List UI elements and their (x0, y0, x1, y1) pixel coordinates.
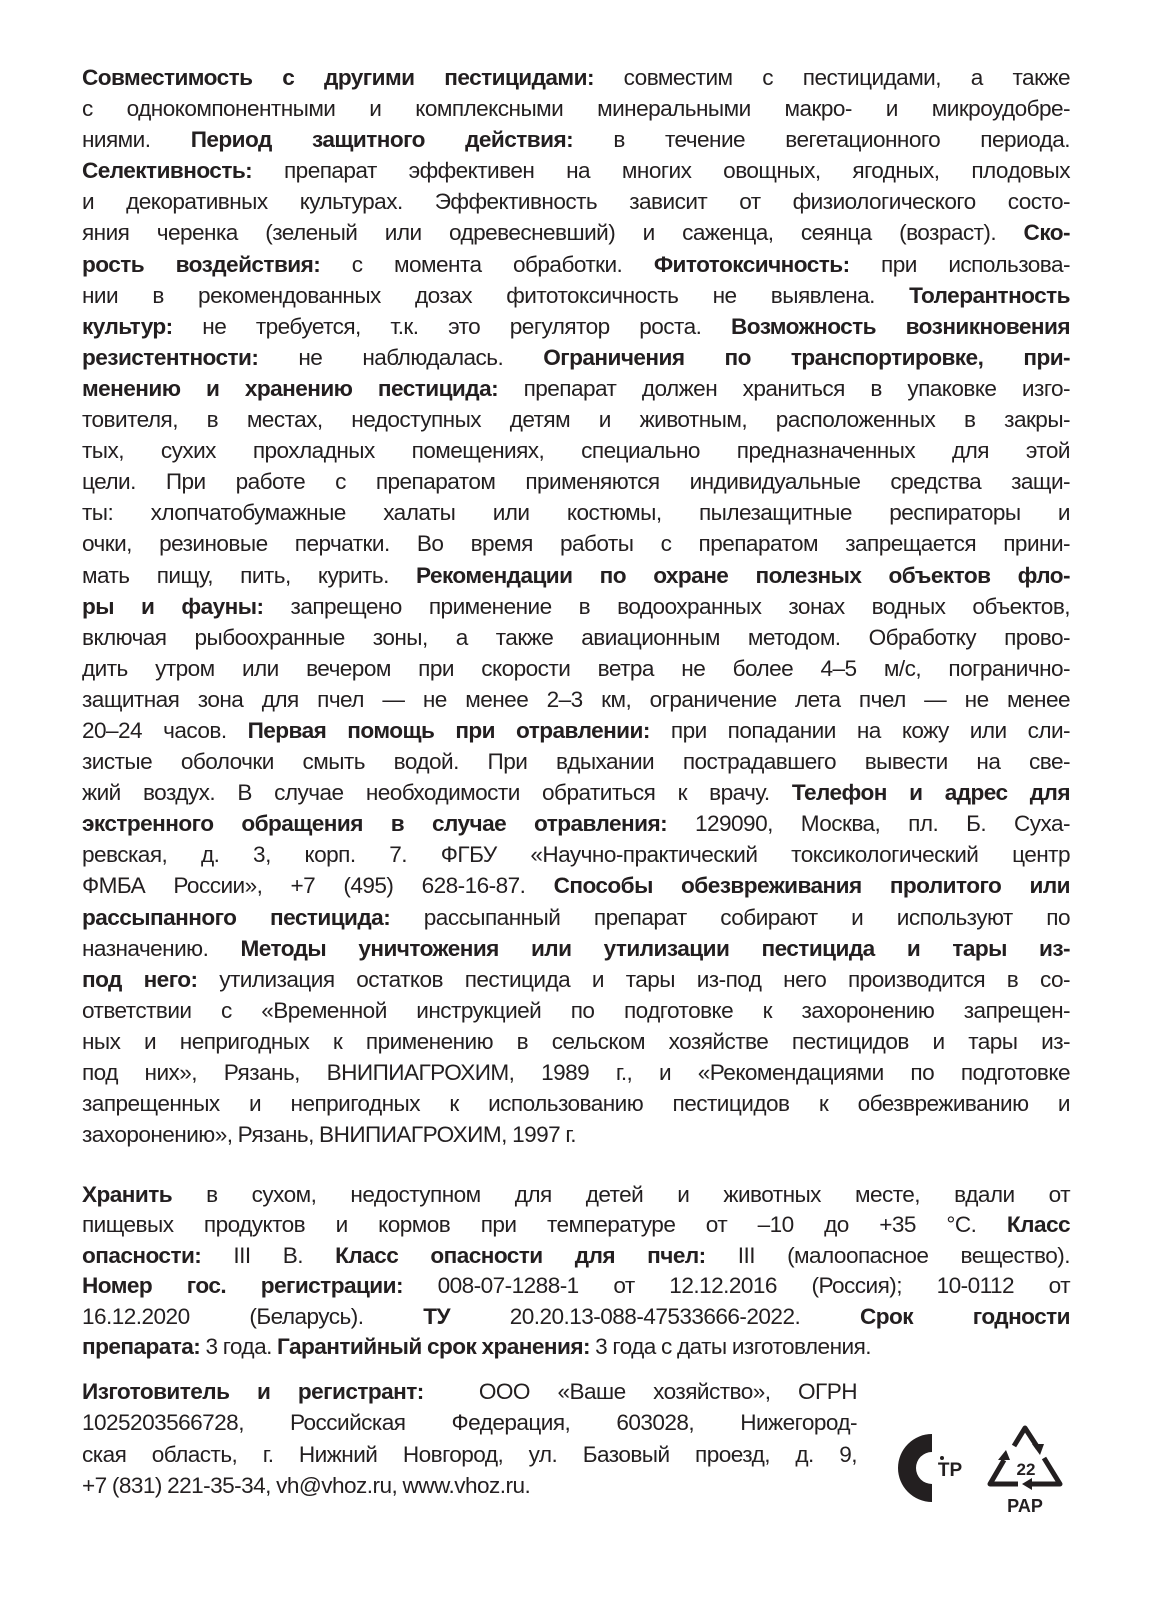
text-line (82, 435, 1070, 466)
text-run: 3 года. (200, 1333, 278, 1359)
bold-heading-run: под него: (82, 966, 198, 992)
bold-heading-run: Ско- (1023, 220, 1070, 246)
bold-heading-run: культур: (82, 313, 173, 339)
text-line (82, 497, 1070, 528)
text-run: с момента обработки. (320, 251, 654, 277)
text-run: ниями. (82, 127, 191, 153)
text-line (82, 1241, 1070, 1271)
text-line (82, 995, 1070, 1026)
text-run: не наблюдалась. (258, 344, 544, 370)
bold-heading-run: Фитотоксичность: (653, 251, 850, 277)
text-line (82, 715, 1070, 746)
bold-heading-run: Способы обезвреживания пролитого или (553, 873, 1070, 899)
text-run: III (малоопасное вещество). (705, 1242, 1070, 1268)
text-line (82, 1332, 1070, 1362)
recycle-label: PAP (1007, 1496, 1043, 1516)
text-run: цели. При работе с препаратом применяются индивидуальные средства защи- (82, 469, 1070, 495)
text-run: не требуется, т.к. это регулятор роста. (172, 313, 731, 339)
text-run: +7 (831) 221-35-34, vh@vhoz.ru, www.vhoz.ru. (82, 1472, 531, 1498)
text-run: ответствии с «Временной инструкцией по подготовке к захоронению запрещен- (82, 997, 1070, 1023)
bold-heading-run: Селективность: (82, 158, 253, 184)
text-run: очки, резиновые перчатки. Во время работы с препаратом запрещается прини- (82, 531, 1070, 557)
text-run: и декоративных культурах. Эффективность зависит от физиологического состо- (82, 189, 1070, 215)
bold-heading-run: Возможность возникновения (730, 313, 1070, 339)
text-line (82, 870, 1070, 901)
bold-heading-run: Гарантийный срок хранения: (277, 1333, 590, 1359)
text-line (82, 964, 1070, 995)
bold-heading-run: Хранить (82, 1182, 173, 1207)
text-run: 129090, Москва, пл. Б. Суха- (667, 811, 1070, 837)
text-line (82, 373, 1070, 404)
text-run: совместим с пестицидами, а также (593, 65, 1070, 90)
text-run: жий воздух. В случае необходимости обратиться к врачу. (82, 780, 792, 806)
text-run: 20–24 часов. (82, 717, 248, 743)
recycle-code: 22 (1016, 1460, 1036, 1479)
text-run: 20.20.13-088-47533666-2022. (449, 1303, 860, 1329)
text-line (82, 1407, 857, 1438)
text-run: товителя, в местах, недоступных детям и животным, расположенных в закры- (82, 407, 1070, 433)
text-run: рассыпанный препарат собирают и используют по (390, 904, 1070, 930)
eac-tr-icon (888, 1430, 974, 1506)
text-run: ООО «Ваше хозяйство», ОГРН (423, 1379, 857, 1404)
product-info-paragraph (82, 62, 1070, 1150)
text-run: защитная зона для пчел — не менее 2–3 км, ограничение лета пчел — не менее (82, 686, 1070, 712)
text-line (82, 653, 1070, 684)
text-run: 1025203566728, Российская Федерация, 603028, Нижегород- (82, 1410, 857, 1436)
eac-dot (940, 1456, 944, 1460)
bold-heading-run: Телефон и адрес для (791, 780, 1070, 806)
text-run: в течение вегетационного периода. (573, 127, 1070, 153)
bold-heading-run: Класс (1006, 1212, 1070, 1238)
text-run: при попадании на кожу или сли- (649, 717, 1071, 743)
text-run: в сухом, недоступном для детей и животных месте, вдали от (172, 1182, 1070, 1207)
text-run: пищевых продуктов и кормов при температуре от –10 до +35 °С. (82, 1212, 1007, 1238)
text-run: ская область, г. Нижний Новгород, ул. Базовый проезд, д. 9, (82, 1441, 857, 1467)
bold-heading-run: Толерантность (909, 282, 1070, 308)
bold-heading-run: препарата: (82, 1333, 201, 1359)
bold-heading-run: Срок годности (859, 1303, 1070, 1329)
text-line (82, 528, 1070, 559)
text-line (82, 1210, 1070, 1240)
text-line (82, 1376, 857, 1407)
text-line (82, 186, 1070, 217)
bold-heading-run: ры и фауны: (82, 593, 264, 619)
bold-heading-run: рассыпанного пестицида: (82, 904, 391, 930)
text-line (82, 777, 1070, 808)
recycle-icon (984, 1420, 1066, 1525)
text-line (82, 622, 1070, 653)
text-line (82, 560, 1070, 591)
bold-heading-run: резистентности: (82, 344, 259, 370)
text-run: ты: хлопчатобумажные халаты или костюмы, пылезащитные респираторы и (82, 500, 1070, 526)
eac-tr-text: ТР (937, 1460, 963, 1481)
bold-heading-run: Период защитного действия: (190, 127, 574, 153)
text-line (82, 404, 1070, 435)
text-run: захоронению», Рязань, ВНИПИАГРОХИМ, 1997 г. (82, 1122, 577, 1148)
text-run: ФМБА России», +7 (495) 628-16-87. (82, 873, 554, 899)
text-run: при использова- (849, 251, 1070, 277)
eac-c-shape (898, 1434, 932, 1502)
text-line (82, 1119, 1070, 1150)
text-line (82, 1088, 1070, 1119)
text-run: ных и непригодных к применению в сельском хозяйстве пестицидов и тары из- (82, 1028, 1070, 1054)
text-run: мать пищу, пить, курить. (82, 562, 416, 588)
text-line (82, 1057, 1070, 1088)
recycle-arrow-left (990, 1460, 1018, 1484)
text-line (82, 839, 1070, 870)
bold-heading-run: Методы уничтожения или утилизации пестицида и тары из- (240, 935, 1071, 961)
text-line (82, 342, 1070, 373)
text-run: с однокомпонентными и комплексными минеральными макро- и микроудобре- (82, 96, 1070, 122)
text-line (82, 746, 1070, 777)
text-run: препарат эффективен на многих овощных, ягодных, плодовых (252, 158, 1070, 184)
manufacturer-info-paragraph (82, 1376, 857, 1501)
text-run: 008-07-1288-1 от 12.12.2016 (Россия); 10-0112 от (402, 1273, 1070, 1299)
text-run: утилизация остатков пестицида и тары из-под него производится в со- (197, 966, 1070, 992)
certification-logos (888, 1420, 1068, 1530)
text-run: включая рыбоохранные зоны, а также авиационным методом. Обработку прово- (82, 624, 1070, 650)
text-line (82, 466, 1070, 497)
bold-heading-run: опасности: (82, 1242, 202, 1268)
text-run: ревская, д. 3, корп. 7. ФГБУ «Научно-практический токсикологический центр (82, 842, 1070, 868)
text-run: 3 года с даты изготовления. (589, 1333, 871, 1359)
text-line (82, 684, 1070, 715)
text-line (82, 311, 1070, 342)
text-line (82, 217, 1070, 248)
text-run: назначению. (82, 935, 241, 961)
text-run: под них», Рязань, ВНИПИАГРОХИМ, 1989 г., и «Рекомендациями по подготовке (82, 1060, 1070, 1085)
text-line (82, 933, 1070, 964)
text-line (82, 93, 1070, 124)
text-line (82, 902, 1070, 933)
text-line (82, 1439, 857, 1470)
bold-heading-run: Совместимость с другими пестицидами: (82, 65, 594, 90)
text-line (82, 808, 1070, 839)
text-line (82, 1302, 1070, 1332)
storage-info-paragraph (82, 1180, 1070, 1362)
text-line (82, 155, 1070, 186)
text-run: нии в рекомендованных дозах фитотоксичность не выявлена. (82, 282, 910, 308)
recycle-arrow-right (1032, 1458, 1060, 1484)
bold-heading-run: Изготовитель и регистрант: (82, 1379, 424, 1404)
bold-heading-run: Первая помощь при отравлении: (247, 717, 650, 743)
text-line (82, 249, 1070, 280)
text-line (82, 591, 1070, 622)
bold-heading-run: Рекомендации по охране полезных объектов фло- (416, 562, 1070, 588)
bold-heading-run: ТУ (423, 1303, 450, 1329)
text-line (82, 1271, 1070, 1301)
text-run: тых, сухих прохладных помещениях, специально предназначенных для этой (82, 438, 1070, 464)
bold-heading-run: Ограничения по транспортировке, при- (543, 344, 1071, 370)
text-line (82, 1470, 857, 1501)
text-run: зистые оболочки смыть водой. При вдыхании пострадавшего вывести на све- (82, 749, 1070, 775)
text-run: дить утром или вечером при скорости ветра не более 4–5 м/с, погранично- (82, 655, 1070, 681)
text-run: запрещено применение в водоохранных зонах водных объектов, (263, 593, 1070, 619)
bold-heading-run: Класс опасности для пчел: (335, 1242, 706, 1268)
text-run: яния черенка (зеленый или одревесневший) и саженца, сеянца (возраст). (82, 220, 1024, 246)
text-run: III В. (201, 1242, 336, 1268)
text-line (82, 62, 1070, 93)
text-line (82, 280, 1070, 311)
text-run: препарат должен храниться в упаковке изго- (498, 375, 1070, 401)
bold-heading-run: менению и хранению пестицида: (82, 375, 499, 401)
bold-heading-run: Номер гос. регистрации: (82, 1273, 403, 1299)
text-line (82, 124, 1070, 155)
bold-heading-run: экстренного обращения в случае отравления: (82, 811, 668, 837)
text-line (82, 1180, 1070, 1210)
bold-heading-run: рость воздействия: (82, 251, 321, 277)
text-run: 16.12.2020 (Беларусь). (82, 1303, 424, 1329)
text-run: запрещенных и непригодных к использованию пестицидов к обезвреживанию и (82, 1091, 1070, 1117)
text-line (82, 1026, 1070, 1057)
